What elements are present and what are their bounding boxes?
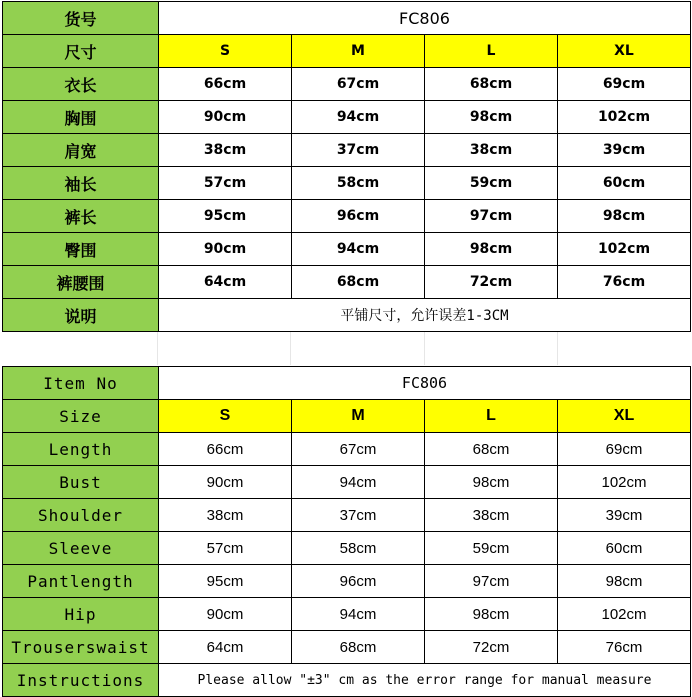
cell-value: 37cm xyxy=(292,134,425,167)
cell-value: 97cm xyxy=(425,565,558,598)
cell-value: 38cm xyxy=(159,134,292,167)
cell-value: 72cm xyxy=(425,266,558,299)
cell-value: 67cm xyxy=(292,68,425,101)
size-label: 尺寸 xyxy=(3,35,159,68)
row-label: 肩宽 xyxy=(3,134,159,167)
item-value: FC806 xyxy=(159,367,691,400)
cell-value: 59cm xyxy=(425,532,558,565)
row-label: 胸围 xyxy=(3,101,159,134)
cell-value: 38cm xyxy=(425,499,558,532)
table-row xyxy=(3,433,691,466)
cell-value: 102cm xyxy=(558,466,691,499)
cell-value: 72cm xyxy=(425,631,558,664)
row-label: Trouserswaist xyxy=(3,631,159,664)
size-xl: XL xyxy=(558,35,691,68)
cell-value: 90cm xyxy=(159,598,292,631)
cell-value: 98cm xyxy=(425,466,558,499)
cell-value: 95cm xyxy=(159,565,292,598)
cell-value: 90cm xyxy=(159,233,292,266)
size-s: S xyxy=(159,35,292,68)
cell-value: 69cm xyxy=(558,433,691,466)
row-label: 裤长 xyxy=(3,200,159,233)
table-row xyxy=(3,532,691,565)
size-l: L xyxy=(425,35,558,68)
cell-value: 60cm xyxy=(558,532,691,565)
cell-value: 98cm xyxy=(425,101,558,134)
cell-value: 38cm xyxy=(159,499,292,532)
cell-value: 102cm xyxy=(558,101,691,134)
row-label: 臀围 xyxy=(3,233,159,266)
row-label: 裤腰围 xyxy=(3,266,159,299)
cell-value: 38cm xyxy=(425,134,558,167)
cell-value: 39cm xyxy=(558,499,691,532)
cell-value: 66cm xyxy=(159,68,292,101)
cell-value: 69cm xyxy=(558,68,691,101)
table-row xyxy=(3,499,691,532)
item-label: 货号 xyxy=(3,2,159,35)
cell-value: 102cm xyxy=(558,233,691,266)
cell-value: 76cm xyxy=(558,631,691,664)
table-row xyxy=(3,101,691,134)
cell-value: 98cm xyxy=(425,233,558,266)
cell-value: 68cm xyxy=(292,631,425,664)
table-row xyxy=(3,598,691,631)
table-row xyxy=(3,233,691,266)
note-row xyxy=(3,664,691,697)
cell-value: 66cm xyxy=(159,433,292,466)
row-label: 衣长 xyxy=(3,68,159,101)
cell-value: 68cm xyxy=(292,266,425,299)
cell-value: 67cm xyxy=(292,433,425,466)
note-row xyxy=(3,299,691,332)
row-label: Bust xyxy=(3,466,159,499)
cell-value: 98cm xyxy=(558,565,691,598)
size-table-english xyxy=(2,366,691,697)
item-label: Item No xyxy=(3,367,159,400)
table-row xyxy=(3,134,691,167)
note-label: 说明 xyxy=(3,299,159,332)
table-row xyxy=(3,266,691,299)
cell-value: 64cm xyxy=(159,266,292,299)
cell-value: 68cm xyxy=(425,433,558,466)
size-header-row xyxy=(3,35,691,68)
cell-value: 58cm xyxy=(292,167,425,200)
cell-value: 98cm xyxy=(558,200,691,233)
table-row xyxy=(3,200,691,233)
size-table-chinese xyxy=(2,1,691,332)
row-label: Length xyxy=(3,433,159,466)
size-s: S xyxy=(159,400,292,433)
note-value: Please allow "±3" cm as the error range for manual measure xyxy=(159,664,691,697)
item-row xyxy=(3,2,691,35)
cell-value: 96cm xyxy=(292,200,425,233)
cell-value: 68cm xyxy=(425,68,558,101)
cell-value: 57cm xyxy=(159,167,292,200)
size-m: M xyxy=(292,35,425,68)
note-label: Instructions xyxy=(3,664,159,697)
item-value: FC806 xyxy=(159,2,691,35)
cell-value: 94cm xyxy=(292,598,425,631)
cell-value: 96cm xyxy=(292,565,425,598)
cell-value: 98cm xyxy=(425,598,558,631)
note-value: 平铺尺寸，允许误差1-3CM xyxy=(159,299,691,332)
cell-value: 95cm xyxy=(159,200,292,233)
size-header-row xyxy=(3,400,691,433)
table-row xyxy=(3,565,691,598)
spacer-row xyxy=(2,332,690,365)
cell-value: 94cm xyxy=(292,466,425,499)
cell-value: 97cm xyxy=(425,200,558,233)
cell-value: 102cm xyxy=(558,598,691,631)
table-row xyxy=(3,167,691,200)
cell-value: 37cm xyxy=(292,499,425,532)
size-l: L xyxy=(425,400,558,433)
row-label: Shoulder xyxy=(3,499,159,532)
size-m: M xyxy=(292,400,425,433)
table-row xyxy=(3,68,691,101)
cell-value: 59cm xyxy=(425,167,558,200)
cell-value: 58cm xyxy=(292,532,425,565)
item-row xyxy=(3,367,691,400)
cell-value: 64cm xyxy=(159,631,292,664)
cell-value: 90cm xyxy=(159,466,292,499)
cell-value: 94cm xyxy=(292,233,425,266)
row-label: 袖长 xyxy=(3,167,159,200)
cell-value: 39cm xyxy=(558,134,691,167)
cell-value: 94cm xyxy=(292,101,425,134)
table-row xyxy=(3,631,691,664)
cell-value: 90cm xyxy=(159,101,292,134)
size-xl: XL xyxy=(558,400,691,433)
row-label: Hip xyxy=(3,598,159,631)
table-row xyxy=(3,466,691,499)
cell-value: 57cm xyxy=(159,532,292,565)
row-label: Sleeve xyxy=(3,532,159,565)
cell-value: 76cm xyxy=(558,266,691,299)
row-label: Pantlength xyxy=(3,565,159,598)
cell-value: 60cm xyxy=(558,167,691,200)
size-label: Size xyxy=(3,400,159,433)
